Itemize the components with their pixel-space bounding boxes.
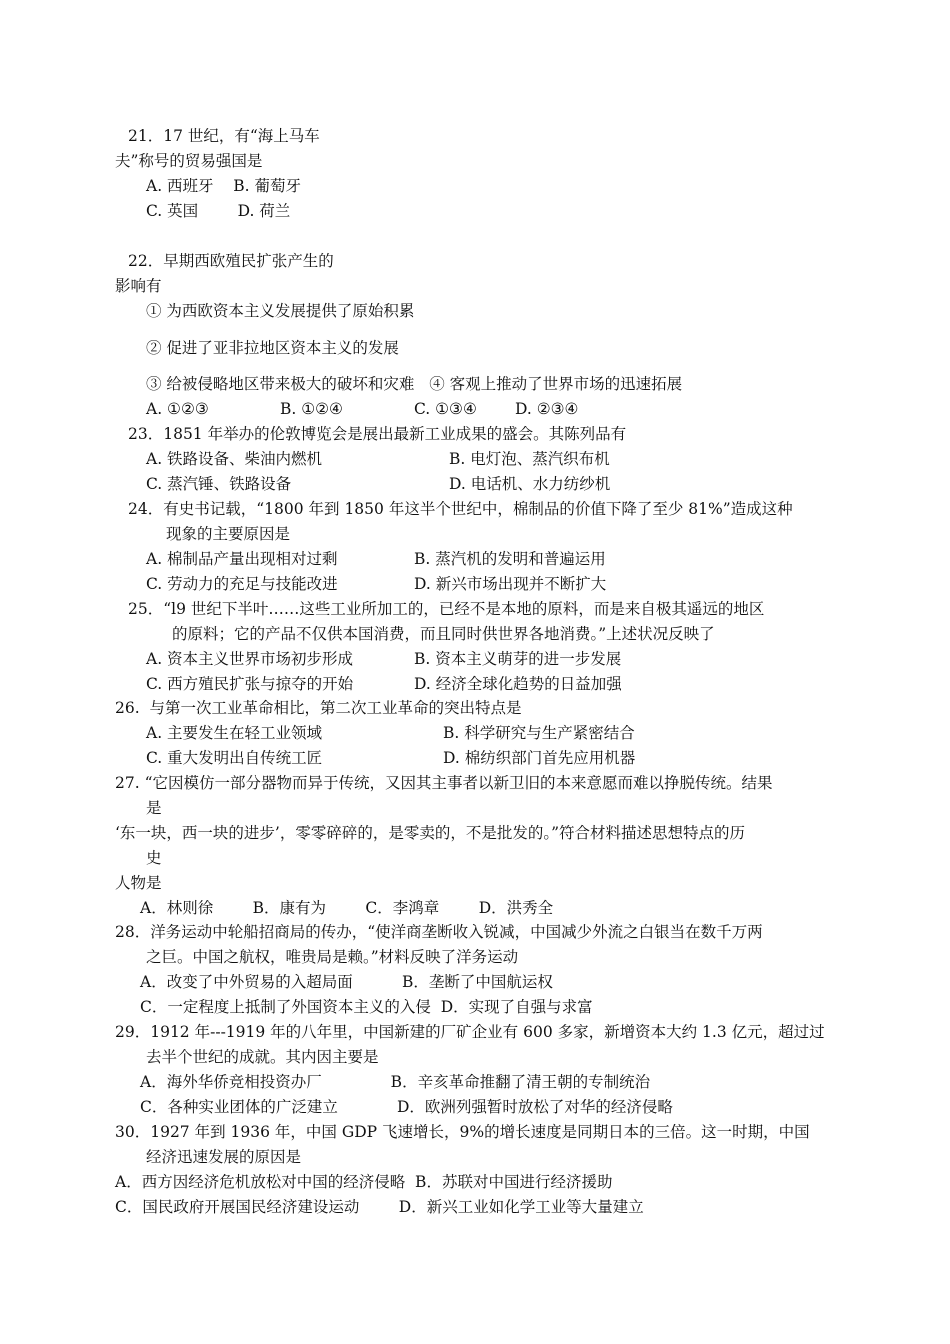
q28-options-cd: C．一定程度上抵制了外国资本主义的入侵 D．实现了自强与求富: [140, 998, 593, 1016]
q22-option-a: A. ①②③: [146, 400, 209, 418]
q24-option-c: C. 劳动力的充足与技能改进: [146, 575, 338, 593]
q23-option-c: C. 蒸汽锤、铁路设备: [146, 475, 292, 493]
q21-options-ab: A. 西班牙 B. 葡萄牙: [146, 177, 302, 195]
q27-stem-line2: 是: [146, 799, 162, 817]
q25-option-c: C. 西方殖民扩张与掠夺的开始: [146, 675, 354, 693]
q30-options-ab: A．西方因经济危机放松对中国的经济侵略 B．苏联对中国进行经济援助: [115, 1173, 613, 1191]
q25-option-b: B. 资本主义萌芽的进一步发展: [414, 650, 622, 668]
q28-options-ab: A．改变了中外贸易的入超局面 B．垄断了中国航运权: [140, 973, 553, 991]
q21-stem-line1: 21．17 世纪，有“海上马车: [128, 127, 320, 145]
q22-option-b: B. ①②④: [280, 400, 343, 418]
q28-stem-line1: 28．洋务运动中轮船招商局的传办，“使洋商垄断收入锐减，中国减少外流之白银当在数千万两: [115, 923, 763, 941]
q24-option-d: D. 新兴市场出现并不断扩大: [414, 575, 607, 593]
q26-option-b: B. 科学研究与生产紧密结合: [443, 724, 635, 742]
q27-stem-line5: 人物是: [115, 874, 162, 892]
q29-stem-line1: 29．1912 年---1919 年的八年里，中国新建的厂矿企业有 600 多家，新增资本大约 1.3 亿元，超过过: [115, 1023, 825, 1041]
q27-stem-line1: 27. “它因模仿一部分器物而异于传统，又因其主事者以新卫旧的本来意愿而难以挣脱传统。结果: [115, 774, 773, 792]
q25-stem-line1: 25．“l9 世纪下半叶……这些工业所加工的，已经不是本地的原料，而是来自极其遥远的地区: [128, 600, 765, 618]
q29-options-cd: C．各种实业团体的广泛建立 D．欧洲列强暂时放松了对华的经济侵略: [140, 1098, 673, 1116]
q25-option-d: D. 经济全球化趋势的日益加强: [414, 675, 622, 693]
q24-stem-line2: 现象的主要原因是: [166, 525, 291, 543]
q22-item-1: ① 为西欧资本主义发展提供了原始积累: [146, 302, 415, 320]
q26-option-d: D. 棉纺织部门首先应用机器: [443, 749, 636, 767]
q27-options: A．林则徐 B．康有为 C．李鸿章 D．洪秀全: [140, 899, 554, 917]
q23-stem: 23．1851 年举办的伦敦博览会是展出最新工业成果的盛会。其陈列品有: [128, 425, 627, 443]
q24-option-a: A. 棉制品产量出现相对过剩: [146, 550, 338, 568]
q21-stem-line2: 夫”称号的贸易强国是: [115, 152, 263, 170]
q30-options-cd: C．国民政府开展国民经济建设运动 D．新兴工业如化学工业等大量建立: [115, 1198, 644, 1216]
q23-option-d: D. 电话机、水力纺纱机: [449, 475, 611, 493]
q22-item-3-4: ③ 给被侵略地区带来极大的破坏和灾难 ④ 客观上推动了世界市场的迅速拓展: [146, 375, 683, 393]
q26-stem: 26. 与第一次工业革命相比，第二次工业革命的突出特点是: [115, 699, 522, 717]
q28-stem-line2: 之巨。中国之航权，唯贵局是赖。”材料反映了洋务运动: [146, 948, 519, 966]
q21-options-cd: C. 英国 D. 荷兰: [146, 202, 291, 220]
q22-item-2: ② 促进了亚非拉地区资本主义的发展: [146, 339, 399, 357]
q23-option-b: B. 电灯泡、蒸汽织布机: [449, 450, 610, 468]
q29-stem-line2: 去半个世纪的成就。其内因主要是: [146, 1048, 379, 1066]
q30-stem-line2: 经济迅速发展的原因是: [146, 1148, 302, 1166]
q25-option-a: A. 资本主义世界市场初步形成: [146, 650, 354, 668]
q27-stem-line3: ‘东一块，西一块的进步’，零零碎碎的，是零卖的，不是批发的。”符合材料描述思想特点的历: [115, 824, 746, 842]
q24-stem-line1: 24．有史书记载，“1800 年到 1850 年这半个世纪中，棉制品的价值下降了至少 81%”造成这种: [128, 500, 793, 518]
q22-option-c: C. ①③④: [414, 400, 477, 418]
q24-option-b: B. 蒸汽机的发明和普遍运用: [414, 550, 606, 568]
q26-option-c: C. 重大发明出自传统工匠: [146, 749, 323, 767]
q23-option-a: A. 铁路设备、柴油内燃机: [146, 450, 323, 468]
q25-stem-line2: 的原料；它的产品不仅供本国消费，而且同时供世界各地消费。”上述状况反映了: [172, 625, 715, 643]
q22-option-d: D. ②③④: [515, 400, 579, 418]
q22-stem-line2: 影响有: [115, 277, 162, 295]
q30-stem-line1: 30．1927 年到 1936 年，中国 GDP 飞速增长，9%的增长速度是同期日本的三倍。这一时期，中国: [115, 1123, 810, 1141]
q22-stem-line1: 22．早期西欧殖民扩张产生的: [128, 252, 334, 270]
q27-stem-line4: 史: [146, 849, 162, 867]
q26-option-a: A. 主要发生在轻工业领域: [146, 724, 323, 742]
q29-options-ab: A．海外华侨竞相投资办厂 B．辛亥革命推翻了清王朝的专制统治: [140, 1073, 651, 1091]
